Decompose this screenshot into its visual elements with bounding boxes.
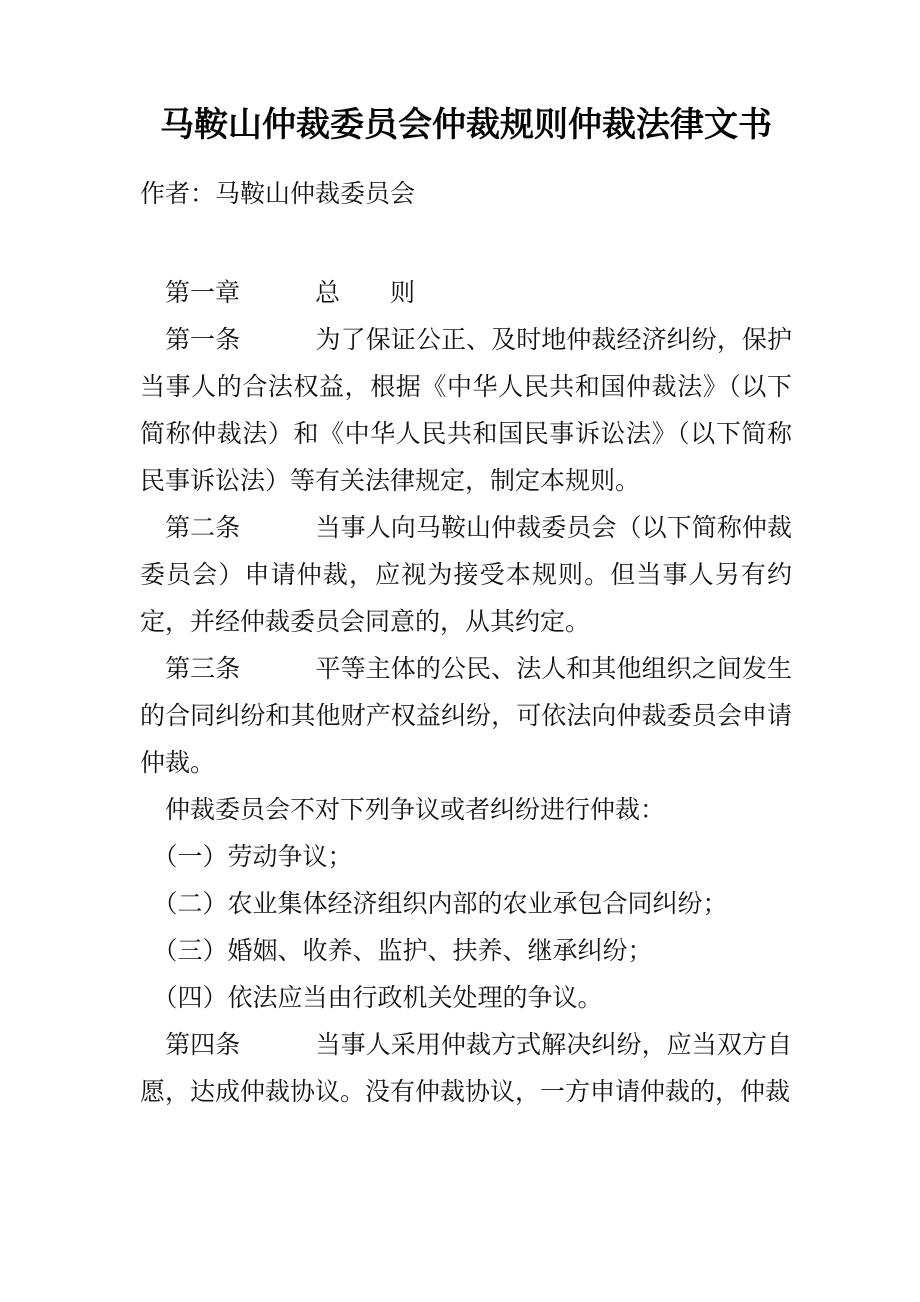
chapter-heading: 第一章 总 则 bbox=[140, 278, 416, 307]
list-item-exclusion-2: （二）农业集体经济组织内部的农业承包合同纠纷； bbox=[140, 889, 728, 918]
page-title: 马鞍山仲裁委员会仲裁规则仲裁法律文书 bbox=[160, 105, 772, 145]
list-item-exclusion-4: （四）依法应当由行政机关处理的争议。 bbox=[140, 983, 603, 1012]
author-line: 作者：马鞍山仲裁委员会 bbox=[140, 179, 416, 208]
paragraph-exclusions-intro: 仲裁委员会不对下列争议或者纠纷进行仲裁： bbox=[140, 795, 666, 824]
list-item-exclusion-3: （三）婚姻、收养、监护、扶养、继承纠纷； bbox=[140, 936, 653, 965]
paragraph-article-3: 第三条 平等主体的公民、法人和其他组织之间发生的合同纠纷和其他财产权益纠纷，可依法向仲裁委员会申请仲裁。 bbox=[140, 654, 792, 777]
paragraph-article-2: 第二条 当事人向马鞍山仲裁委员会（以下简称仲裁委员会）申请仲裁，应视为接受本规则。但当事人另有约定，并经仲裁委员会同意的，从其约定。 bbox=[140, 513, 792, 636]
document-text-column bbox=[140, 0, 792, 1115]
paragraph-article-4: 第四条 当事人采用仲裁方式解决纠纷，应当双方自愿，达成仲裁协议。没有仲裁协议，一方申请仲裁的，仲裁 bbox=[140, 1030, 792, 1106]
list-item-exclusion-1: （一）劳动争议； bbox=[140, 842, 353, 871]
paragraph-article-1: 第一条 为了保证公正、及时地仲裁经济纠纷，保护当事人的合法权益，根据《中华人民共和国仲裁法》（以下简称仲裁法）和《中华人民共和国民事诉讼法》（以下简称民事诉讼法）等有关法律规定，制定本规则。 bbox=[140, 325, 792, 495]
title-body-spacer bbox=[140, 217, 792, 269]
